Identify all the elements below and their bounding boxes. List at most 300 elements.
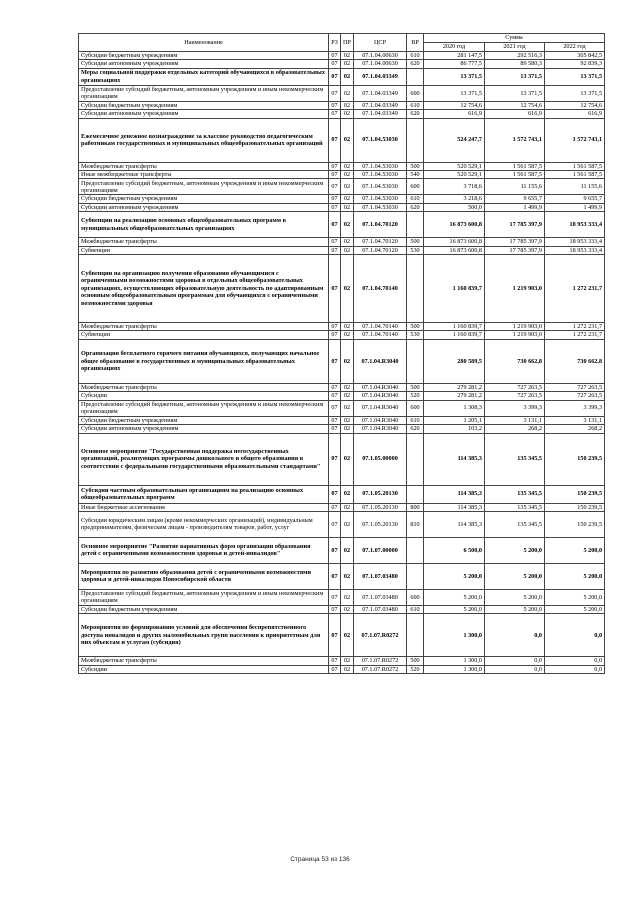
table-row: [79, 212, 605, 238]
row-amount-2021: 0,0: [485, 657, 545, 665]
row-pr: 02: [341, 203, 354, 211]
row-rz: 07: [329, 563, 341, 589]
page-footer: Страница 53 из 136: [290, 856, 350, 863]
table-row: [79, 179, 605, 195]
row-name: Предоставление субсидий бюджетным, автономным учреждениям и иным некоммерческим организациям: [79, 179, 329, 195]
row-amount-2020: 3 718,6: [424, 179, 485, 195]
table-row: [79, 503, 605, 511]
row-amount-2020: 16 873 600,8: [424, 238, 485, 246]
row-name: Субсидии: [79, 665, 329, 673]
row-amount-2022: 92 839,3: [545, 60, 605, 68]
row-amount-2022: 13 371,5: [545, 68, 605, 85]
row-amount-2021: 268,2: [485, 425, 545, 433]
row-pr: 02: [341, 60, 354, 68]
row-vr: 540: [407, 171, 424, 179]
row-csr: 07.1.04.03349: [354, 110, 407, 118]
table-row: [79, 60, 605, 68]
row-amount-2022: 1 272 231,7: [545, 255, 605, 323]
table-row: [79, 171, 605, 179]
table-row: [79, 416, 605, 424]
row-amount-2021: 730 662,8: [485, 339, 545, 383]
row-csr: 07.1.04.R3040: [354, 339, 407, 383]
row-rz: 07: [329, 614, 341, 657]
row-amount-2020: 16 873 600,8: [424, 212, 485, 238]
row-csr: 07.1.04.53030: [354, 171, 407, 179]
table-row: [79, 563, 605, 589]
row-rz: 07: [329, 171, 341, 179]
row-name: Межбюджетные трансферты: [79, 657, 329, 665]
row-csr: 07.1.04.70140: [354, 331, 407, 339]
row-name: Межбюджетные трансферты: [79, 323, 329, 331]
row-pr: 02: [341, 68, 354, 85]
row-amount-2020: 3 218,6: [424, 195, 485, 203]
row-name: Основное мероприятие "Развитие вариативных форм организации образования детей с ограниченными возможностями здоровья и детей-инвалидов": [79, 537, 329, 563]
row-amount-2021: 13 371,5: [485, 68, 545, 85]
row-rz: 07: [329, 433, 341, 485]
row-csr: 07.1.04.R3040: [354, 392, 407, 400]
row-amount-2022: 727 263,5: [545, 392, 605, 400]
row-csr: 07.1.04.R3040: [354, 383, 407, 391]
row-amount-2022: 1 272 231,7: [545, 323, 605, 331]
table-row: [79, 383, 605, 391]
row-amount-2020: 279 281,2: [424, 383, 485, 391]
col-header-name: Наименование: [79, 34, 329, 52]
row-amount-2022: 616,9: [545, 110, 605, 118]
row-vr: [407, 212, 424, 238]
row-vr: [407, 68, 424, 85]
row-csr: 07.1.07.03480: [354, 589, 407, 605]
row-csr: 07.1.04.03349: [354, 68, 407, 85]
row-pr: 02: [341, 212, 354, 238]
row-amount-2020: 16 873 600,8: [424, 246, 485, 254]
row-rz: 07: [329, 110, 341, 118]
row-vr: 610: [407, 52, 424, 60]
row-amount-2022: 0,0: [545, 614, 605, 657]
table-row: [79, 339, 605, 383]
row-name: Субсидии автономным учреждениям: [79, 60, 329, 68]
row-name: Субсидии бюджетным учреждениям: [79, 101, 329, 109]
row-rz: 07: [329, 68, 341, 85]
col-header-2021: 2021 год: [485, 43, 545, 52]
row-name: Субсидии бюджетным учреждениям: [79, 605, 329, 613]
table-row: [79, 605, 605, 613]
row-csr: 07.1.04.R3040: [354, 416, 407, 424]
row-csr: 07.1.04.53030: [354, 162, 407, 170]
row-name: Предоставление субсидий бюджетным, автономным учреждениям и иным некоммерческим организациям: [79, 400, 329, 416]
table-row: [79, 162, 605, 170]
table-row: [79, 485, 605, 503]
row-rz: 07: [329, 657, 341, 665]
row-vr: 500: [407, 383, 424, 391]
row-amount-2022: 9 655,7: [545, 195, 605, 203]
row-pr: 02: [341, 503, 354, 511]
row-pr: 02: [341, 246, 354, 254]
row-vr: 610: [407, 416, 424, 424]
row-csr: 07.1.07.R0272: [354, 614, 407, 657]
row-amount-2022: 727 263,5: [545, 383, 605, 391]
row-csr: 07.1.04.70120: [354, 246, 407, 254]
row-name: Субсидии автономным учреждениям: [79, 110, 329, 118]
row-amount-2020: 5 200,0: [424, 563, 485, 589]
row-amount-2022: 0,0: [545, 657, 605, 665]
row-amount-2021: 135 345,5: [485, 433, 545, 485]
row-pr: 02: [341, 195, 354, 203]
row-amount-2021: 135 345,5: [485, 511, 545, 537]
row-amount-2020: 13 371,5: [424, 85, 485, 101]
row-amount-2022: 1 272 231,7: [545, 331, 605, 339]
row-name: Иные межбюджетные трансферты: [79, 171, 329, 179]
row-name: Меры социальной поддержки отдельных категорий обучающихся в образовательных организациях: [79, 68, 329, 85]
row-csr: 07.1.05.20130: [354, 511, 407, 537]
row-csr: 07.1.04.53030: [354, 179, 407, 195]
row-name: Субсидии бюджетным учреждениям: [79, 416, 329, 424]
row-csr: 07.1.05.20130: [354, 485, 407, 503]
row-vr: [407, 433, 424, 485]
row-amount-2020: 5 200,0: [424, 589, 485, 605]
row-csr: 07.1.07.R0272: [354, 665, 407, 673]
row-csr: 07.1.07.03480: [354, 605, 407, 613]
col-header-2022: 2022 год: [545, 43, 605, 52]
col-header-2020: 2020 год: [424, 43, 485, 52]
row-vr: 500: [407, 657, 424, 665]
row-rz: 07: [329, 118, 341, 162]
row-vr: [407, 614, 424, 657]
table-row: [79, 665, 605, 673]
table-body: [79, 52, 605, 674]
row-name: Субсидии автономным учреждениям: [79, 203, 329, 211]
row-pr: 02: [341, 238, 354, 246]
row-rz: 07: [329, 101, 341, 109]
row-amount-2021: 1 219 903,0: [485, 255, 545, 323]
row-vr: 620: [407, 425, 424, 433]
row-amount-2021: 1 219 903,0: [485, 323, 545, 331]
row-rz: 07: [329, 52, 341, 60]
col-header-csr: ЦСР: [354, 34, 407, 52]
row-pr: 02: [341, 563, 354, 589]
row-rz: 07: [329, 511, 341, 537]
row-pr: 02: [341, 85, 354, 101]
row-name: Субсидии частным образовательным организациям на реализацию основных общеобразовательных программ: [79, 485, 329, 503]
row-rz: 07: [329, 60, 341, 68]
row-pr: 02: [341, 323, 354, 331]
row-amount-2021: 5 200,0: [485, 605, 545, 613]
row-amount-2022: 13 371,5: [545, 85, 605, 101]
row-pr: 02: [341, 657, 354, 665]
row-rz: 07: [329, 392, 341, 400]
row-amount-2021: 89 580,3: [485, 60, 545, 68]
table-row: [79, 511, 605, 537]
row-rz: 07: [329, 425, 341, 433]
row-name: Организация бесплатного горячего питания обучающихся, получающих начальное общее образование в государственных и муниципальных образовательных организациях: [79, 339, 329, 383]
row-rz: 07: [329, 485, 341, 503]
row-amount-2020: 520 529,1: [424, 162, 485, 170]
row-amount-2022: 5 200,0: [545, 605, 605, 613]
row-name: Субвенции на организацию получения образования обучающимися с ограниченными возможностями здоровья в отдельных общеобразовательных организациях, осуществляющих образовательную деятельность по адаптированным основным общеобразовательным программам для обучающихся с ограниченными возможностями здоровья: [79, 255, 329, 323]
budget-table: [78, 33, 605, 674]
row-amount-2022: 11 155,6: [545, 179, 605, 195]
row-vr: 620: [407, 60, 424, 68]
row-name: Мероприятия по развитию образования детей с ограниченными возможностями здоровья и детей-инвалидов Новосибирской области: [79, 563, 329, 589]
row-vr: 530: [407, 246, 424, 254]
row-amount-2022: 730 662,8: [545, 339, 605, 383]
row-amount-2020: 114 385,3: [424, 433, 485, 485]
row-csr: 07.1.04.70120: [354, 212, 407, 238]
row-rz: 07: [329, 503, 341, 511]
row-amount-2020: 1 300,0: [424, 614, 485, 657]
row-pr: 02: [341, 614, 354, 657]
row-amount-2021: 17 785 397,9: [485, 246, 545, 254]
row-amount-2020: 1 160 839,7: [424, 255, 485, 323]
row-csr: 07.1.04.53030: [354, 195, 407, 203]
row-csr: 07.1.04.70140: [354, 255, 407, 323]
row-vr: [407, 485, 424, 503]
row-amount-2021: 3 399,3: [485, 400, 545, 416]
row-rz: 07: [329, 179, 341, 195]
col-header-sum: Сумма: [424, 34, 605, 43]
row-amount-2021: 17 785 397,9: [485, 212, 545, 238]
table-row: [79, 85, 605, 101]
row-name: Иные бюджетные ассигнования: [79, 503, 329, 511]
row-name: Предоставление субсидий бюджетным, автономным учреждениям и иным некоммерческим организациям: [79, 85, 329, 101]
row-amount-2021: 135 345,5: [485, 485, 545, 503]
row-rz: 07: [329, 85, 341, 101]
row-amount-2022: 1 561 587,5: [545, 162, 605, 170]
row-amount-2021: 9 655,7: [485, 195, 545, 203]
row-name: Основное мероприятие "Государственная поддержка негосударственных организаций, реализующих программы дошкольного и общего образования в соответствии с федеральными государственными образовательными стандартами": [79, 433, 329, 485]
row-vr: 520: [407, 392, 424, 400]
row-csr: 07.1.04.00630: [354, 52, 407, 60]
row-amount-2020: 1 300,0: [424, 665, 485, 673]
row-amount-2020: 1 205,1: [424, 416, 485, 424]
row-amount-2021: 0,0: [485, 614, 545, 657]
row-amount-2021: 135 345,5: [485, 503, 545, 511]
row-pr: 02: [341, 383, 354, 391]
row-pr: 02: [341, 52, 354, 60]
row-amount-2021: 5 200,0: [485, 589, 545, 605]
table-row: [79, 118, 605, 162]
row-rz: 07: [329, 162, 341, 170]
table-row: [79, 101, 605, 109]
row-amount-2021: 0,0: [485, 665, 545, 673]
row-vr: 600: [407, 400, 424, 416]
row-vr: 600: [407, 179, 424, 195]
row-amount-2020: 103,2: [424, 425, 485, 433]
row-amount-2020: 114 385,3: [424, 485, 485, 503]
row-rz: 07: [329, 416, 341, 424]
row-vr: 600: [407, 589, 424, 605]
row-name: Субсидии автономным учреждениям: [79, 425, 329, 433]
row-amount-2022: 12 754,6: [545, 101, 605, 109]
row-csr: 07.1.07.R0272: [354, 657, 407, 665]
row-amount-2022: 1 499,9: [545, 203, 605, 211]
row-pr: 02: [341, 537, 354, 563]
col-header-pr: ПР: [341, 34, 354, 52]
row-pr: 02: [341, 392, 354, 400]
table-row: [79, 238, 605, 246]
row-pr: 02: [341, 589, 354, 605]
row-amount-2021: 1 219 903,0: [485, 331, 545, 339]
table-row: [79, 537, 605, 563]
row-amount-2021: 5 200,0: [485, 537, 545, 563]
row-vr: 520: [407, 665, 424, 673]
row-amount-2021: 1 499,9: [485, 203, 545, 211]
row-amount-2022: 1 561 587,5: [545, 171, 605, 179]
row-pr: 02: [341, 433, 354, 485]
row-amount-2022: 3 399,3: [545, 400, 605, 416]
row-amount-2022: 18 953 333,4: [545, 238, 605, 246]
row-rz: 07: [329, 383, 341, 391]
row-name: Предоставление субсидий бюджетным, автономным учреждениям и иным некоммерческим организациям: [79, 589, 329, 605]
row-amount-2022: 0,0: [545, 665, 605, 673]
row-rz: 07: [329, 203, 341, 211]
table-row: [79, 657, 605, 665]
table-row: [79, 425, 605, 433]
row-amount-2020: 86 777,5: [424, 60, 485, 68]
row-vr: [407, 563, 424, 589]
row-rz: 07: [329, 331, 341, 339]
row-pr: 02: [341, 665, 354, 673]
row-pr: 02: [341, 179, 354, 195]
row-amount-2022: 18 953 333,4: [545, 246, 605, 254]
row-rz: 07: [329, 238, 341, 246]
row-vr: 500: [407, 238, 424, 246]
row-name: Субсидии юридическим лицам (кроме некоммерческих организаций), индивидуальным предпринимателям, физическим лицам - производителям товаров, работ, услуг: [79, 511, 329, 537]
row-amount-2021: 11 155,6: [485, 179, 545, 195]
row-amount-2022: 5 200,0: [545, 563, 605, 589]
row-rz: 07: [329, 255, 341, 323]
row-pr: 02: [341, 339, 354, 383]
col-header-vr: ВР: [407, 34, 424, 52]
row-name: Межбюджетные трансферты: [79, 383, 329, 391]
row-amount-2020: 1 160 839,7: [424, 323, 485, 331]
row-name: Субсидии бюджетным учреждениям: [79, 52, 329, 60]
table-row: [79, 203, 605, 211]
row-amount-2020: 524 247,7: [424, 118, 485, 162]
row-rz: 07: [329, 400, 341, 416]
row-rz: 07: [329, 537, 341, 563]
row-amount-2020: 1 308,3: [424, 400, 485, 416]
row-name: Мероприятия по формированию условий для обеспечения беспрепятственного доступа инвалидов и других маломобильных групп населения к приоритетным для них объектам и услугам (субсидия): [79, 614, 329, 657]
row-amount-2021: 5 200,0: [485, 563, 545, 589]
row-csr: 07.1.04.00630: [354, 60, 407, 68]
row-vr: 600: [407, 85, 424, 101]
row-vr: 610: [407, 101, 424, 109]
row-rz: 07: [329, 665, 341, 673]
row-amount-2022: 150 239,5: [545, 503, 605, 511]
table-row: [79, 52, 605, 60]
row-csr: 07.1.04.53030: [354, 203, 407, 211]
row-name: Субвенции: [79, 246, 329, 254]
row-amount-2022: 1 572 743,1: [545, 118, 605, 162]
row-amount-2022: 268,2: [545, 425, 605, 433]
row-vr: [407, 339, 424, 383]
budget-table-page: [78, 33, 604, 674]
row-vr: 610: [407, 605, 424, 613]
row-amount-2020: 279 281,2: [424, 392, 485, 400]
row-csr: 07.1.04.70120: [354, 238, 407, 246]
table-row: [79, 246, 605, 254]
row-amount-2022: 18 953 333,4: [545, 212, 605, 238]
row-pr: 02: [341, 162, 354, 170]
row-name: Субвенции: [79, 331, 329, 339]
row-rz: 07: [329, 195, 341, 203]
row-csr: 07.1.04.03349: [354, 101, 407, 109]
row-csr: 07.1.04.03349: [354, 85, 407, 101]
row-vr: 500: [407, 162, 424, 170]
row-amount-2020: 5 200,0: [424, 605, 485, 613]
row-vr: 500: [407, 323, 424, 331]
row-amount-2020: 6 500,0: [424, 537, 485, 563]
row-amount-2022: 150 239,5: [545, 485, 605, 503]
table-row: [79, 68, 605, 85]
table-row: [79, 323, 605, 331]
row-csr: 07.1.04.70140: [354, 323, 407, 331]
row-name: Ежемесячное денежное вознаграждение за классное руководство педагогическим работникам государственных и муниципальных общеобразовательных организаций: [79, 118, 329, 162]
row-amount-2020: 520 529,1: [424, 171, 485, 179]
row-amount-2021: 1 561 587,5: [485, 171, 545, 179]
row-rz: 07: [329, 339, 341, 383]
row-vr: [407, 255, 424, 323]
row-amount-2020: 616,9: [424, 110, 485, 118]
table-row: [79, 255, 605, 323]
row-amount-2020: 500,0: [424, 203, 485, 211]
row-rz: 07: [329, 605, 341, 613]
row-amount-2021: 12 754,6: [485, 101, 545, 109]
table-row: [79, 589, 605, 605]
row-csr: 07.1.07.03480: [354, 563, 407, 589]
row-pr: 02: [341, 485, 354, 503]
row-amount-2022: 3 131,1: [545, 416, 605, 424]
row-vr: 620: [407, 110, 424, 118]
table-row: [79, 614, 605, 657]
row-pr: 02: [341, 110, 354, 118]
row-vr: 800: [407, 503, 424, 511]
row-amount-2022: 150 239,5: [545, 511, 605, 537]
table-row: [79, 331, 605, 339]
row-amount-2021: 17 785 397,9: [485, 238, 545, 246]
row-csr: 07.1.07.00000: [354, 537, 407, 563]
row-name: Межбюджетные трансферты: [79, 162, 329, 170]
row-rz: 07: [329, 246, 341, 254]
row-rz: 07: [329, 589, 341, 605]
row-rz: 07: [329, 212, 341, 238]
row-amount-2022: 305 842,5: [545, 52, 605, 60]
row-vr: 610: [407, 195, 424, 203]
row-pr: 02: [341, 511, 354, 537]
table-row: [79, 110, 605, 118]
row-amount-2020: 114 385,3: [424, 503, 485, 511]
row-csr: 07.1.04.R3040: [354, 400, 407, 416]
row-name: Субсидии бюджетным учреждениям: [79, 195, 329, 203]
row-amount-2021: 727 263,5: [485, 392, 545, 400]
row-amount-2020: 114 385,3: [424, 511, 485, 537]
table-header: [79, 34, 605, 52]
row-pr: 02: [341, 171, 354, 179]
row-amount-2020: 12 754,6: [424, 101, 485, 109]
row-amount-2020: 281 147,5: [424, 52, 485, 60]
row-vr: 810: [407, 511, 424, 537]
row-pr: 02: [341, 416, 354, 424]
row-amount-2021: 3 131,1: [485, 416, 545, 424]
row-amount-2022: 5 200,0: [545, 537, 605, 563]
row-amount-2021: 727 263,5: [485, 383, 545, 391]
row-pr: 02: [341, 255, 354, 323]
row-pr: 02: [341, 118, 354, 162]
row-amount-2020: 13 371,5: [424, 68, 485, 85]
row-vr: 530: [407, 331, 424, 339]
row-csr: 07.1.05.00000: [354, 433, 407, 485]
row-name: Субвенции на реализацию основных общеобразовательных программ в муниципальных общеобразовательных организациях: [79, 212, 329, 238]
